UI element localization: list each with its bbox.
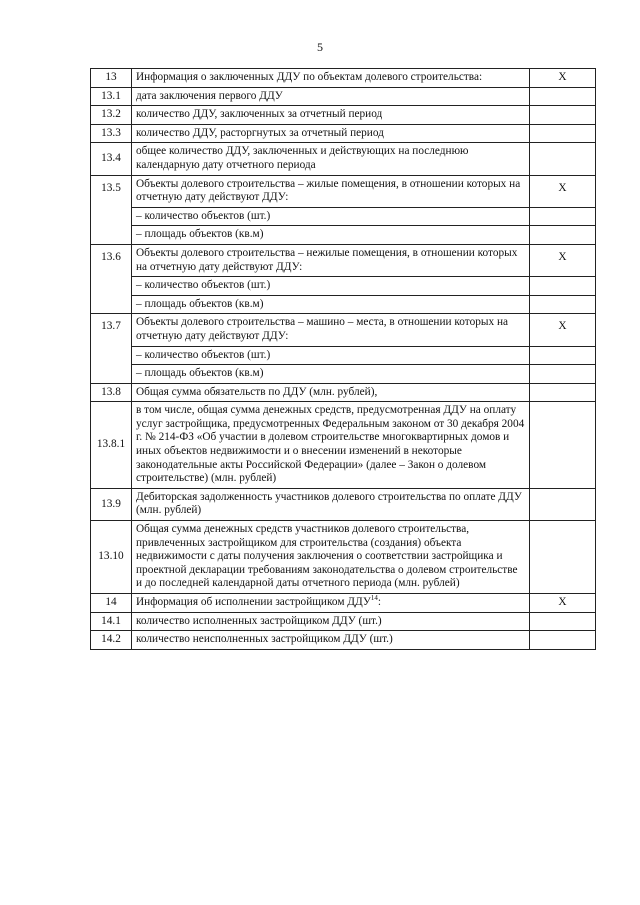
row-number: 13.8.1: [91, 402, 132, 489]
form-subrow: [91, 226, 596, 245]
value-cell: [530, 277, 596, 296]
value-cell: [530, 143, 596, 175]
form-subrow: [91, 207, 596, 226]
row-number: 13.3: [91, 124, 132, 143]
row-number: 13.2: [91, 106, 132, 125]
form-row: [91, 69, 596, 88]
value-cell: [530, 521, 596, 594]
row-description-text: дата заключения первого ДДУ: [136, 89, 283, 102]
row-description: [132, 521, 530, 594]
row-description: [132, 87, 530, 106]
form-row: [91, 402, 596, 489]
row-description-text: Общая сумма обязательств по ДДУ (млн. рублей),: [136, 385, 378, 398]
row-description-text: Информация о заключенных ДДУ по объектам долевого строительства:: [136, 71, 483, 83]
value-cell: [530, 383, 596, 402]
row-number: 13.6: [91, 244, 132, 313]
value-cell: [530, 488, 596, 520]
row-number: 13.8: [91, 383, 132, 402]
form-row: [91, 521, 596, 594]
row-description: [132, 402, 530, 489]
value-cell: [530, 346, 596, 365]
value-cell: [530, 402, 596, 489]
form-row: [91, 631, 596, 650]
value-cell: Х: [530, 175, 596, 207]
form-row: [91, 488, 596, 520]
value-cell: [530, 631, 596, 650]
form-row: [91, 594, 596, 613]
subrow-description: – площадь объектов (кв.м): [132, 226, 530, 245]
value-cell: [530, 226, 596, 245]
row-description-text: Объекты долевого строительства – жилые помещения, в отношении которых на отчетную дату действуют ДДУ:: [136, 177, 521, 204]
row-description: [132, 488, 530, 520]
value-cell: Х: [530, 314, 596, 346]
form-row: [91, 612, 596, 631]
form-row: [91, 124, 596, 143]
row-description-text: общее количество ДДУ, заключенных и действующих на последнюю календарную дату отчетного периода: [136, 145, 469, 171]
footnote-marker: 14: [370, 594, 378, 603]
subrow-description: – площадь объектов (кв.м): [132, 295, 530, 314]
row-number: 13.5: [91, 175, 132, 244]
row-description: [132, 383, 530, 402]
value-cell: [530, 365, 596, 384]
row-description-text: количество исполненных застройщиком ДДУ (шт.): [136, 614, 382, 627]
row-number: 13.9: [91, 488, 132, 520]
form-row: [91, 143, 596, 175]
row-number: 13: [91, 69, 132, 88]
row-description-text: количество неисполненных застройщиком ДДУ (шт.): [136, 633, 393, 646]
row-description-text: Общая сумма денежных средств участников долевого строительства, привлеченных застройщиком для строительства (создания) объекта недвижимости с даты получения заключения о соответствии застройщика и проектной декларации требованиям законодательства о долевом строительстве и до последней календарной даты отчетного периода (млн. рублей): [136, 523, 518, 590]
subrow-description: – количество объектов (шт.): [132, 346, 530, 365]
form-row: [91, 106, 596, 125]
row-description: [132, 314, 530, 346]
row-description-text: Информация об исполнении застройщиком ДДУ: [136, 596, 371, 608]
row-description: [132, 143, 530, 175]
value-cell: [530, 207, 596, 226]
form-row: [91, 314, 596, 346]
row-description: [132, 106, 530, 125]
row-number: 13.10: [91, 521, 132, 594]
row-description: [132, 612, 530, 631]
form-subrow: [91, 346, 596, 365]
row-description: [132, 124, 530, 143]
row-description-text: Дебиторская задолженность участников долевого строительства по оплате ДДУ (млн. рублей): [136, 490, 522, 517]
subrow-description: – площадь объектов (кв.м): [132, 365, 530, 384]
page-number: 5: [317, 40, 323, 54]
form-subrow: [91, 365, 596, 384]
value-cell: Х: [530, 69, 596, 88]
form-subrow: [91, 295, 596, 314]
row-description: [132, 631, 530, 650]
row-number: 14.1: [91, 612, 132, 631]
subrow-description: – количество объектов (шт.): [132, 277, 530, 296]
subrow-description: – количество объектов (шт.): [132, 207, 530, 226]
row-description: [132, 594, 530, 613]
value-cell: [530, 106, 596, 125]
report-form-table: [90, 68, 596, 650]
row-description-text: Объекты долевого строительства – машино – места, в отношении которых на отчетную дату действуют ДДУ:: [136, 316, 509, 342]
value-cell: Х: [530, 594, 596, 613]
form-row: [91, 87, 596, 106]
row-description-text: количество ДДУ, расторгнутых за отчетный период: [136, 126, 384, 139]
row-description-text: Объекты долевого строительства – нежилые помещения, в отношении которых на отчетную дату действуют ДДУ:: [136, 246, 518, 273]
form-subrow: [91, 277, 596, 296]
row-number: 13.1: [91, 87, 132, 106]
value-cell: [530, 124, 596, 143]
row-description-text: количество ДДУ, заключенных за отчетный период: [136, 108, 383, 121]
report-form-body: [91, 69, 596, 650]
row-number: 13.4: [91, 143, 132, 175]
form-row: [91, 383, 596, 402]
row-description: [132, 69, 530, 88]
row-number: 13.7: [91, 314, 132, 383]
row-description-text: в том числе, общая сумма денежных средств, предусмотренная ДДУ на оплату услуг застройщика, предусмотренных Федеральным законом от 30 декабря 2004 г. № 214-ФЗ «Об участии в долевом строительстве многоквартирных домов и иных объектов недвижимости и о внесении изменений в некоторые законодательные акты Российской Федерации» (далее – Закон о долевом строительстве) (млн. рублей): [136, 404, 525, 485]
row-number: 14: [91, 594, 132, 613]
form-row: [91, 244, 596, 276]
row-number: 14.2: [91, 631, 132, 650]
value-cell: [530, 87, 596, 106]
form-row: [91, 175, 596, 207]
row-description: [132, 175, 530, 207]
row-description: [132, 244, 530, 276]
value-cell: [530, 295, 596, 314]
row-description-suffix: :: [377, 596, 381, 608]
value-cell: [530, 612, 596, 631]
value-cell: Х: [530, 244, 596, 276]
